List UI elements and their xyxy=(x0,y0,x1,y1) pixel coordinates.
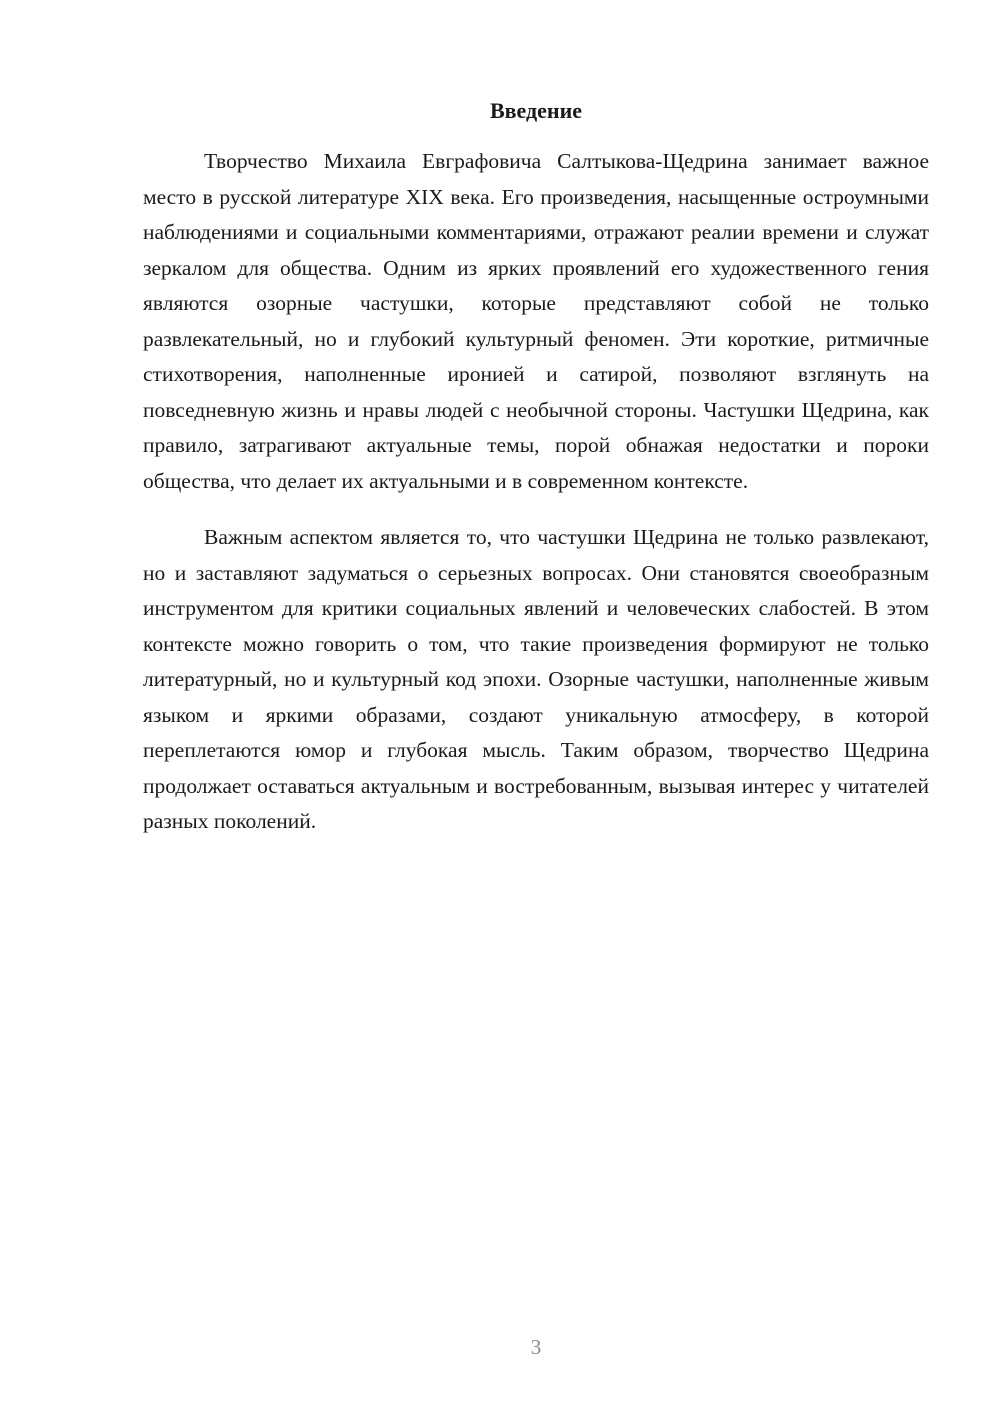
body-text xyxy=(143,144,929,840)
page-number: 3 xyxy=(530,1335,542,1359)
section-heading: Введение xyxy=(489,98,583,123)
paragraph-1: Творчество Михаила Евграфовича Салтыкова-Щедрина занимает важное место в русской литературе XIX века. Его произведения, насыщенные остроумными наблюдениями и социальными комментариями, отражают реалии времени и служат зеркалом для общества. Одним из ярких проявлений его художественного гения являются озорные частушки, которые представляют собой не только развлекательный, но и глубокий культурный феномен. Эти короткие, ритмичные стихотворения, наполненные иронией и сатирой, позволяют взглянуть на повседневную жизнь и нравы людей с необычной стороны. Частушки Щедрина, как правило, затрагивают актуальные темы, порой обнажая недостатки и пороки общества, что делает их актуальными и в современном контексте. xyxy=(143,149,929,493)
paragraph-2: Важным аспектом является то, что частушки Щедрина не только развлекают, но и заставляют задуматься о серьезных вопросах. Они становятся своеобразным инструментом для критики социальных явлений и человеческих слабостей. В этом контексте можно говорить о том, что такие произведения формируют не только литературный, но и культурный код эпохи. Озорные частушки, наполненные живым языком и яркими образами, создают уникальную атмосферу, в которой переплетаются юмор и глубокая мысль. Таким образом, творчество Щедрина продолжает оставаться актуальным и востребованным, вызывая интерес у читателей разных поколений. xyxy=(143,525,929,833)
